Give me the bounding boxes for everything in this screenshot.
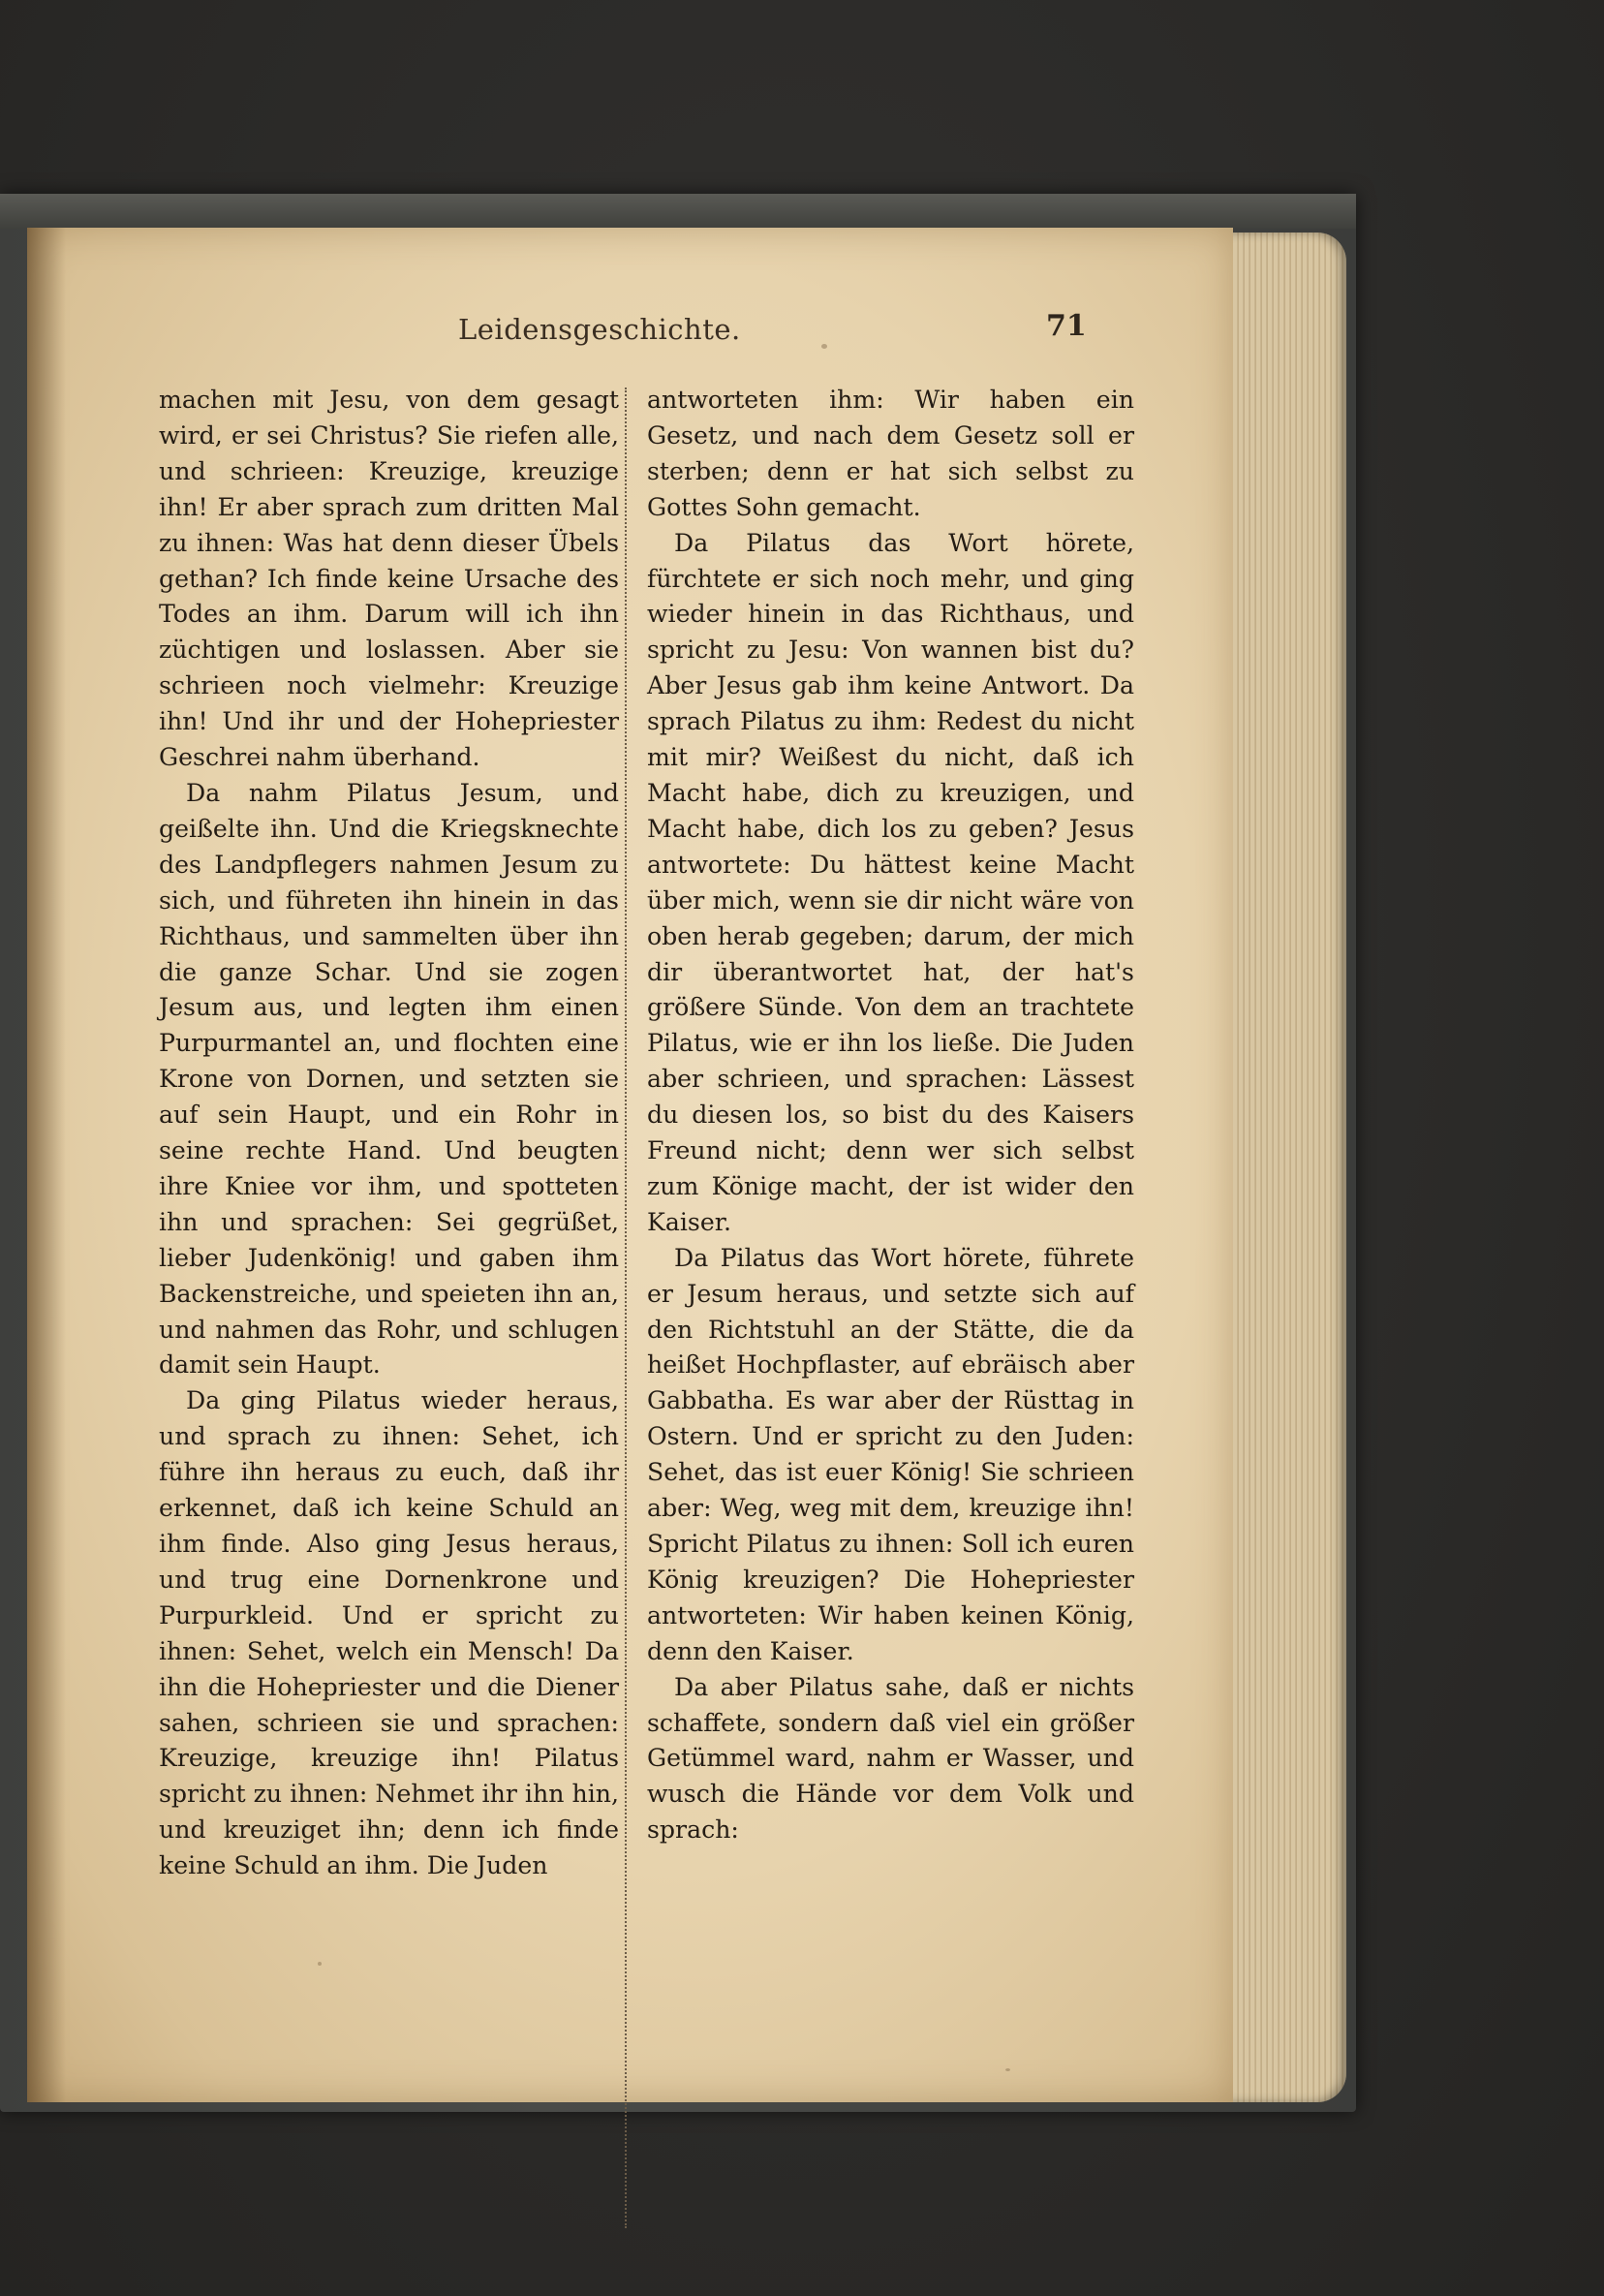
- paragraph: machen mit Jesu, von dem gesagt wird, er sei Christus? Sie riefen alle, und schrieen: Kreuzige, kreuzige ihn! Er aber sprach zum dritten Mal zu ihnen: Was hat denn dieser Übels gethan? Ich finde keine Ursache des Todes an ihm. Darum will ich ihn züchtigen und loslassen. Aber sie schrieen noch vielmehr: Kreuzige ihn! Und ihr und der Hohepriester Geschrei nahm überhand.: [159, 386, 619, 772]
- page-gutter-shadow: [27, 228, 66, 2102]
- text-column-right: [647, 383, 1134, 1848]
- running-header-title: Leidensgeschichte.: [458, 313, 741, 346]
- book-page: [27, 228, 1233, 2102]
- paragraph: Da nahm Pilatus Jesum, und geißelte ihn. Und die Kriegsknechte des Landpflegers nahmen Jesum zu sich, und führeten ihn hinein in das Richthaus, und sammelten über ihn die ganze Schar. Und sie zogen Jesum aus, und legten ihm einen Purpurmantel an, und flochten eine Krone von Dornen, und setzten sie auf sein Haupt, und ein Rohr in seine rechte Hand. Und beugten ihre Kniee vor ihm, und spotteten ihn und sprachen: Sei gegrüßet, lieber Judenkönig! und gaben ihm Backenstreiche, und speieten ihn an, und nahmen das Rohr, und schlugen damit sein Haupt.: [159, 778, 619, 1380]
- paragraph: Da aber Pilatus sahe, daß er nichts schaffete, sondern daß viel ein größer Getümmel ward, nahm er Wasser, und wusch die Hände vor dem Volk und sprach:: [647, 1672, 1134, 1845]
- book-cover-top-edge: [0, 194, 1356, 229]
- paragraph: antworteten ihm: Wir haben ein Gesetz, und nach dem Gesetz soll er sterben; denn er hat sich selbst zu Gottes Sohn gemacht.: [647, 386, 1134, 521]
- paper-speck: [1005, 2068, 1010, 2071]
- paper-speck: [821, 344, 827, 349]
- paragraph: Da ging Pilatus wieder heraus, und sprach zu ihnen: Sehet, ich führe ihn heraus zu euch, daß ihr erkennet, daß ich keine Schuld an ihm finde. Also ging Jesus heraus, und trug eine Dornenkrone und Purpurkleid. Und er spricht zu ihnen: Sehet, welch ein Mensch! Da ihn die Hohepriester und die Diener sahen, schrieen sie und sprachen: Kreuzige, kreuzige ihn! Pilatus spricht zu ihnen: Nehmet ihr ihn hin, und kreuziget ihn; denn ich finde keine Schuld an ihm. Die Juden: [159, 1386, 619, 1880]
- paragraph: Da Pilatus das Wort hörete, führete er Jesum heraus, und setzte sich auf den Richtstuhl an der Stätte, die da heißet Hochpflaster, auf ebräisch aber Gabbatha. Es war aber der Rüsttag in Ostern. Und er spricht zu den Juden: Sehet, das ist euer König! Sie schrieen aber: Weg, weg mit dem, kreuzige ihn! Spricht Pilatus zu ihnen: Soll ich euren König kreuzigen? Die Hohepriester antworteten: Wir haben keinen König, denn den Kaiser.: [647, 1243, 1134, 1665]
- text-column-left: [159, 383, 619, 1884]
- paragraph: Da Pilatus das Wort hörete, fürchtete er sich noch mehr, und ging wieder hinein in das Richthaus, und spricht zu Jesu: Von wannen bist du? Aber Jesus gab ihm keine Antwort. Da sprach Pilatus zu ihm: Redest du nicht mit mir? Weißest du nicht, daß ich Macht habe, dich zu kreuzigen, und Macht habe, dich los zu geben? Jesus antwortete: Du hättest keine Macht über mich, wenn sie dir nicht wäre von oben herab gegeben; darum, der mich dir überantwortet hat, der hat's größere Sünde. Von dem an trachtete Pilatus, wie er ihn los ließe. Die Juden aber schrieen, und sprachen: Lässest du diesen los, so bist du des Kaisers Freund nicht; denn wer sich selbst zum Könige macht, der ist wider den Kaiser.: [647, 528, 1134, 1236]
- column-divider-rule: [625, 388, 627, 2228]
- page-number: 71: [1046, 309, 1087, 343]
- paper-speck: [318, 1962, 322, 1966]
